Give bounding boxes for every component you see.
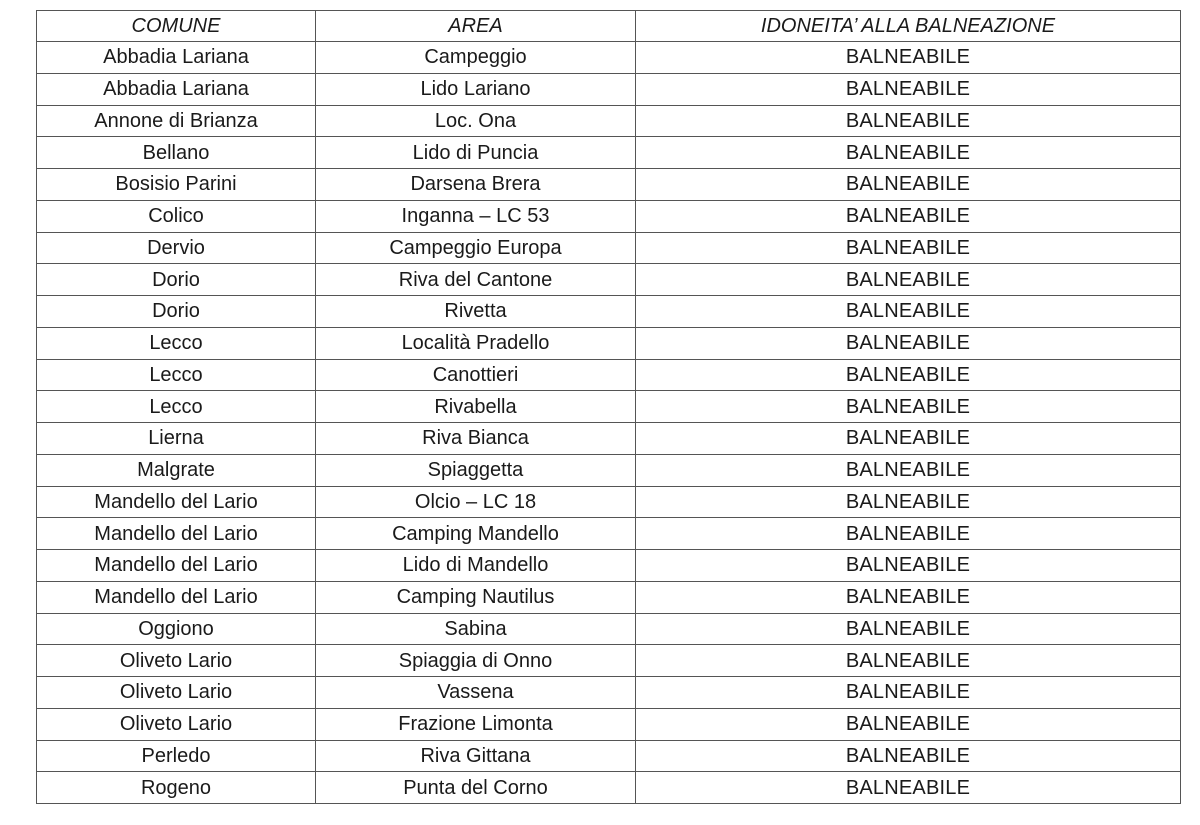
cell-idoneita: BALNEABILE [636,772,1181,804]
cell-idoneita: BALNEABILE [636,550,1181,582]
cell-area: Località Pradello [316,327,636,359]
cell-idoneita: BALNEABILE [636,423,1181,455]
cell-comune: Lecco [37,391,316,423]
cell-area: Vassena [316,677,636,709]
cell-comune: Dorio [37,296,316,328]
table-row [37,73,1181,105]
cell-area: Canottieri [316,359,636,391]
cell-comune: Abbadia Lariana [37,42,316,74]
table-row [37,359,1181,391]
cell-comune: Oliveto Lario [37,708,316,740]
cell-comune: Mandello del Lario [37,518,316,550]
table-row [37,423,1181,455]
table-row [37,613,1181,645]
cell-comune: Abbadia Lariana [37,73,316,105]
table-row [37,518,1181,550]
cell-idoneita: BALNEABILE [636,391,1181,423]
cell-area: Spiaggetta [316,454,636,486]
cell-area: Camping Mandello [316,518,636,550]
cell-area: Riva Bianca [316,423,636,455]
cell-area: Sabina [316,613,636,645]
cell-idoneita: BALNEABILE [636,581,1181,613]
cell-idoneita: BALNEABILE [636,264,1181,296]
cell-area: Olcio – LC 18 [316,486,636,518]
cell-idoneita: BALNEABILE [636,232,1181,264]
cell-idoneita: BALNEABILE [636,740,1181,772]
cell-comune: Annone di Brianza [37,105,316,137]
cell-area: Spiaggia di Onno [316,645,636,677]
cell-area: Lido di Mandello [316,550,636,582]
table-row [37,486,1181,518]
cell-area: Lido di Puncia [316,137,636,169]
table-header [37,11,1181,42]
bathing-suitability-table [36,10,1181,804]
cell-area: Riva Gittana [316,740,636,772]
header-idoneita: IDONEITA’ ALLA BALNEAZIONE [636,11,1181,42]
cell-idoneita: BALNEABILE [636,296,1181,328]
cell-comune: Bellano [37,137,316,169]
table-row [37,645,1181,677]
cell-comune: Bosisio Parini [37,169,316,201]
cell-idoneita: BALNEABILE [636,677,1181,709]
cell-comune: Dorio [37,264,316,296]
table-row [37,740,1181,772]
cell-idoneita: BALNEABILE [636,518,1181,550]
cell-comune: Mandello del Lario [37,486,316,518]
cell-area: Camping Nautilus [316,581,636,613]
cell-area: Campeggio Europa [316,232,636,264]
table-row [37,296,1181,328]
table-row [37,200,1181,232]
table-row [37,391,1181,423]
table-row [37,772,1181,804]
cell-comune: Oggiono [37,613,316,645]
header-row [37,11,1181,42]
cell-area: Rivabella [316,391,636,423]
cell-comune: Mandello del Lario [37,581,316,613]
table-row [37,169,1181,201]
cell-area: Riva del Cantone [316,264,636,296]
header-comune: COMUNE [37,11,316,42]
cell-comune: Lecco [37,359,316,391]
table-row [37,42,1181,74]
cell-comune: Colico [37,200,316,232]
cell-idoneita: BALNEABILE [636,42,1181,74]
cell-comune: Rogeno [37,772,316,804]
table-row [37,677,1181,709]
cell-idoneita: BALNEABILE [636,137,1181,169]
header-area: AREA [316,11,636,42]
cell-comune: Mandello del Lario [37,550,316,582]
cell-comune: Malgrate [37,454,316,486]
cell-area: Inganna – LC 53 [316,200,636,232]
cell-comune: Lecco [37,327,316,359]
cell-area: Campeggio [316,42,636,74]
cell-idoneita: BALNEABILE [636,327,1181,359]
cell-idoneita: BALNEABILE [636,169,1181,201]
cell-comune: Perledo [37,740,316,772]
cell-idoneita: BALNEABILE [636,486,1181,518]
cell-comune: Oliveto Lario [37,677,316,709]
cell-comune: Oliveto Lario [37,645,316,677]
cell-idoneita: BALNEABILE [636,73,1181,105]
cell-area: Frazione Limonta [316,708,636,740]
table-row [37,105,1181,137]
table-row [37,581,1181,613]
cell-idoneita: BALNEABILE [636,613,1181,645]
table-row [37,454,1181,486]
cell-idoneita: BALNEABILE [636,645,1181,677]
cell-idoneita: BALNEABILE [636,359,1181,391]
cell-comune: Lierna [37,423,316,455]
cell-area: Loc. Ona [316,105,636,137]
cell-area: Lido Lariano [316,73,636,105]
cell-idoneita: BALNEABILE [636,454,1181,486]
table-row [37,327,1181,359]
table-row [37,550,1181,582]
cell-area: Punta del Corno [316,772,636,804]
table-row [37,708,1181,740]
cell-comune: Dervio [37,232,316,264]
cell-idoneita: BALNEABILE [636,708,1181,740]
cell-idoneita: BALNEABILE [636,105,1181,137]
cell-idoneita: BALNEABILE [636,200,1181,232]
table-row [37,264,1181,296]
table-row [37,232,1181,264]
cell-area: Darsena Brera [316,169,636,201]
table-row [37,137,1181,169]
table-body [37,42,1181,804]
cell-area: Rivetta [316,296,636,328]
